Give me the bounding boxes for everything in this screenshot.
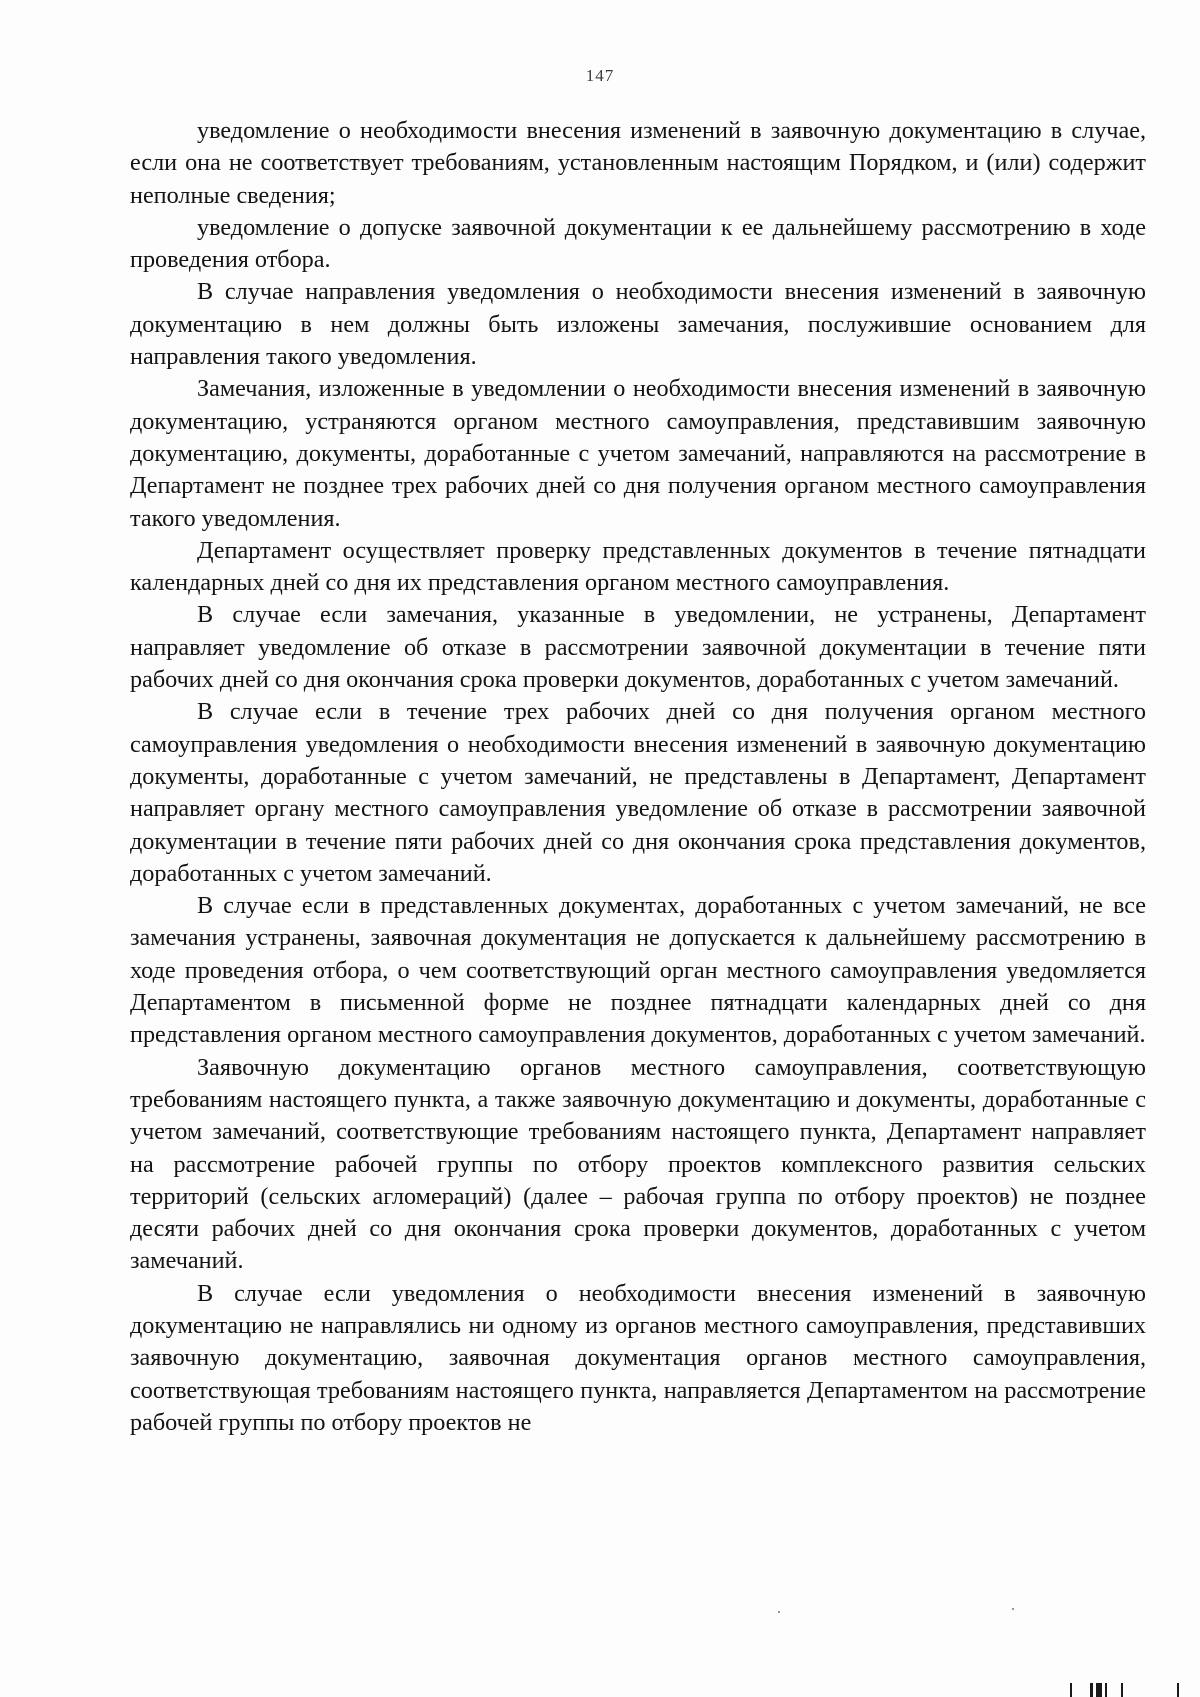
scan-speck (1012, 1608, 1014, 1610)
scan-mark (1070, 1683, 1072, 1697)
paragraph-refusal-not-eliminated: В случае если замечания, указанные в уведомлении, не устранены, Департамент направляет уведомление об отказе в рассмотрении заявочной документации в течение пяти рабочих дней со дня окончания срока проверки документов, доработанных с учетом замечаний. (130, 601, 1146, 694)
paragraph-sent-to-working-group: Заявочную документацию органов местного самоуправления, соответствующую требованиям настоящего пункта, а также заявочную документацию и документы, доработанные с учетом замечаний, соответствующие требованиям настоящего пункта, Департамент направляет на рассмотрение рабочей группы по отбору проектов комплексного развития сельских территорий (сельских агломераций) (далее – рабочая группа по отбору проектов) не позднее десяти рабочих дней со дня окончания срока проверки документов, доработанных с учетом замечаний. (130, 1053, 1146, 1275)
paragraph-notice-changes: уведомление о необходимости внесения изменений в заявочную документацию в случае, если она не соответствует требованиям, установленным настоящим Порядком, и (или) содержит неполные сведения; (130, 117, 1146, 209)
scan-mark (1090, 1683, 1093, 1697)
page-number: 147 (585, 66, 615, 85)
document-body (130, 115, 1146, 1439)
paragraph-remarks-stated: В случае направления уведомления о необходимости внесения изменений в заявочную документацию в нем должны быть изложены замечания, послужившие основанием для направления такого уведомления. (130, 278, 1146, 371)
paragraph-no-notices-sent: В случае если уведомления о необходимости внесения изменений в заявочную документацию не направлялись ни одному из органов местного самоуправления, представивших заявочную документацию, заявочная документация органов местного самоуправления, соответствующая требованиям настоящего пункта, направляется Департаментом на рассмотрение рабочей группы по отбору проектов не (130, 1279, 1146, 1436)
paragraph-notice-admission: уведомление о допуске заявочной документации к ее дальнейшему рассмотрению в ходе проведения отбора. (130, 213, 1146, 274)
paragraph-department-check: Департамент осуществляет проверку представленных документов в течение пятнадцати календарных дней со дня их представления органом местного самоуправления. (130, 536, 1146, 597)
scan-speck (778, 1611, 780, 1613)
paragraph-refusal-not-submitted: В случае если в течение трех рабочих дней со дня получения органом местного самоуправления уведомления о необходимости внесения изменений в заявочную документацию документы, доработанные с учетом замечаний, не представлены в Департамент, Департамент направляет органу местного самоуправления уведомление об отказе в рассмотрении заявочной документации в течение пяти рабочих дней со дня окончания срока представления документов, доработанных с учетом замечаний. (130, 698, 1146, 887)
paragraph-not-admitted: В случае если в представленных документах, доработанных с учетом замечаний, не все замечания устранены, заявочная документация не допускается к дальнейшему рассмотрению в ходе проведения отбора, о чем соответствующий орган местного самоуправления уведомляется Департаментом в письменной форме не позднее пятнадцати календарных дней со дня представления органом местного самоуправления документов, доработанных с учетом замечаний. (130, 892, 1146, 1049)
scan-mark (1121, 1683, 1123, 1697)
scan-mark (1177, 1683, 1179, 1697)
paragraph-remarks-eliminated: Замечания, изложенные в уведомлении о необходимости внесения изменений в заявочную документацию, устраняются органом местного самоуправления, представившим заявочную документацию, документы, доработанные с учетом замечаний, направляются на рассмотрение в Департамент не позднее трех рабочих дней со дня получения органом местного самоуправления такого уведомления. (130, 375, 1146, 532)
scan-mark (1096, 1683, 1102, 1697)
scan-mark (1105, 1683, 1107, 1697)
